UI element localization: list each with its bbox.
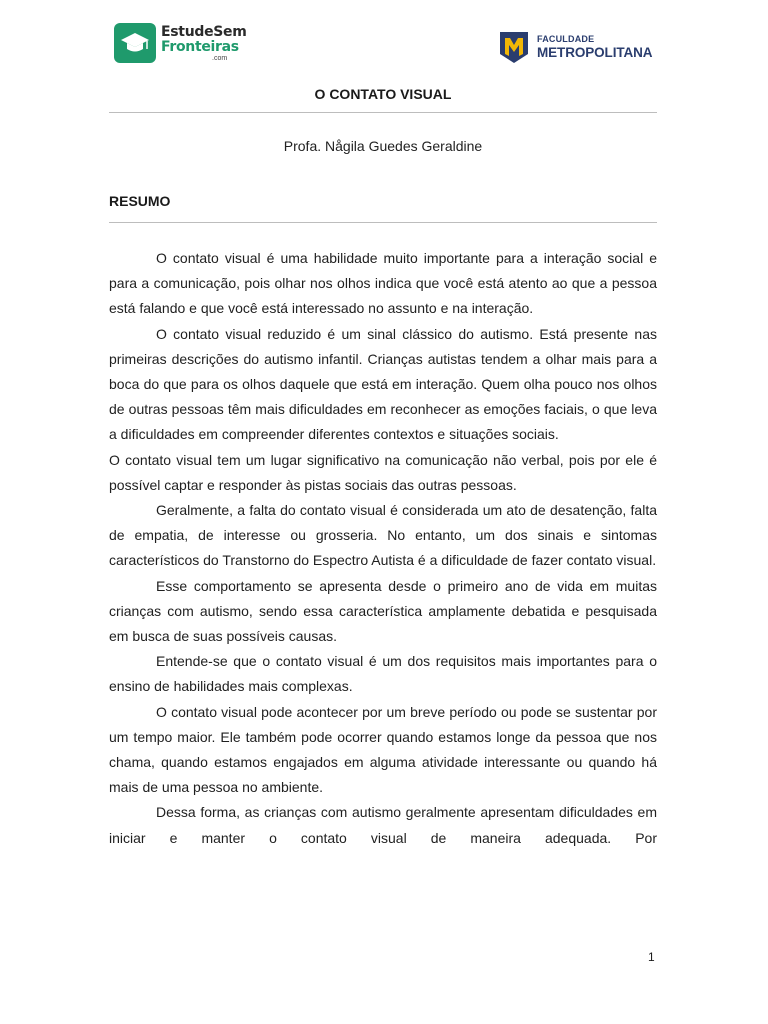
graduation-cap-icon [114,23,156,63]
faculdade-metropolitana-logo [498,30,652,64]
paragraph: Dessa forma, as crianças com autismo geralmente apresentam dificuldades em iniciar e manter o contato visual de maneira adequada. Por [109,804,657,846]
document-title: O CONTATO VISUAL [314,86,452,102]
logo-right-line2: METROPOLITANA [537,44,653,60]
estudesemfronteiras-logo [114,23,247,63]
logo-left-line1: EstudeSem [161,23,247,40]
paragraph: O contato visual tem um lugar significativo na comunicação não verbal, pois por ele é possível captar e responder às pistas sociais das outras pessoas. [109,451,657,493]
title-divider [109,112,657,113]
abstract-body [109,246,657,851]
m-shield-icon [498,30,530,64]
logo-left-line3: .com [212,54,228,62]
section-title: RESUMO [109,193,171,209]
paragraph: Geralmente, a falta do contato visual é considerada um ato de desatenção, falta de empatia, de interesse ou grosseria. No entanto, um dos sinais e sintomas característicos do Transtorno do Espectro Autista é a dificuldade de fazer contato visual. [109,502,657,569]
section-divider [109,222,657,223]
logo-left-line2: Fronteiras [161,38,239,55]
paragraph: Esse comportamento se apresenta desde o primeiro ano de vida em muitas crianças com autismo, sendo essa característica amplamente debatida e pesquisada em busca de suas possíveis causas. [109,577,657,645]
author-name: Profa. Någila Guedes Geraldine [283,138,483,154]
logo-right-line1: FACULDADE [537,33,595,44]
paragraph: Entende-se que o contato visual é um dos requisitos mais importantes para o ensino de habilidades mais complexas. [109,653,657,695]
paragraph: O contato visual é uma habilidade muito importante para a interação social e para a comunicação, pois olhar nos olhos indica que você está atento ao que a pessoa está falando e que você está interessado no assunto e na interação. [109,250,657,317]
paragraph: O contato visual reduzido é um sinal clássico do autismo. Está presente nas primeiras descrições do autismo infantil. Crianças autistas tendem a olhar mais para a boca do que para os olhos daquele que está em interação. Quem olha pouco nos olhos de outras pessoas têm mais dificuldades em reconhecer as emoções faciais, o que leva a dificuldades em compreender diferentes contextos e situações sociais. [109,325,657,443]
page-number: 1 [648,950,655,964]
paragraph: O contato visual pode acontecer por um breve período ou pode se sustentar por um tempo maior. Ele também pode ocorrer quando estamos longe da pessoa que nos chama, quando estamos engajados em alguma atividade interessante ou quando há mais de uma pessoa no ambiente. [109,703,657,796]
